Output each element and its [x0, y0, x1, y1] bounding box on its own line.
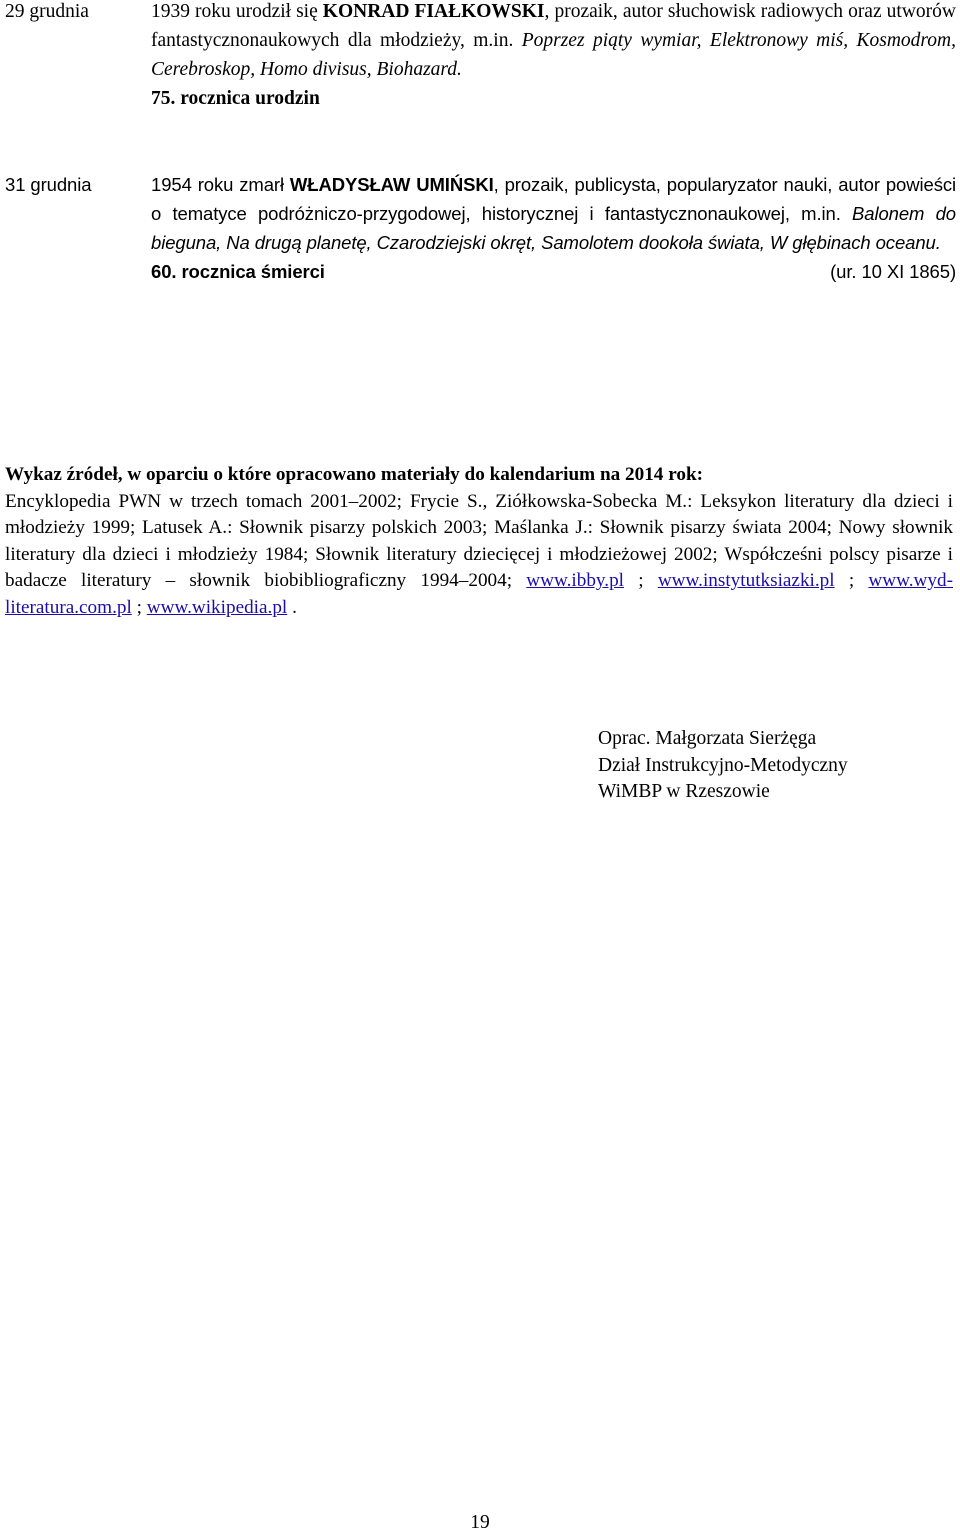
sources-end: .	[287, 596, 297, 618]
birth-note: (ur. 10 XI 1865)	[830, 261, 956, 282]
link-separator: ;	[131, 596, 147, 618]
works-list: Poprzez piąty wymiar, Elektronowy miś, Kosmodrom, Cerebroskop, Homo divisus, Biohazard.	[151, 30, 956, 80]
entry-date-2: 31 grudnia	[5, 174, 92, 195]
link-ibby[interactable]: www.ibby.pl	[526, 570, 625, 591]
signature-line-2: Dział Instrukcyjno-Metodyczny	[598, 754, 848, 776]
sources-body: Encyklopedia PWN w trzech tomach 2001–2002; Frycie S., Ziółkowska-Sobecka M.: Leksykon literatury dla dzieci i młodzieży 1999; Latusek A.: Słownik pisarzy polskich 2003; Maślanka J.: Słownik pisarzy świata 2004; Nowy słownik literatury dla dzieci i młodzieży 1984; Słownik literatury dziecięcej i młodzieżowej 2002; Współcześni polscy pisarze i badacze literatury – słownik biobibliograficzny 1994–2004;	[5, 490, 953, 591]
entry-date-1: 29 grudnia	[5, 1, 89, 22]
works-list: Balonem do bieguna, Na drugą planetę, Czarodziejski okręt, Samolotem dookoła świata, W głębinach oceanu.	[151, 203, 956, 253]
page-number: 19	[470, 1512, 490, 1533]
sources-text	[5, 489, 953, 622]
entry-text-pre: 1954 roku zmarł	[151, 174, 290, 195]
anniversary-row	[151, 257, 956, 286]
sources-heading: Wykaz źródeł, w oparciu o które opracowano materiały do kalendarium na 2014 rok:	[5, 464, 704, 485]
entry-text-mid: , prozaik, publicysta, popularyzator nauki, autor powieści o tematyce podróżniczo-przygodowej, historycznej i fantastycznonaukowej, m.in.	[151, 174, 956, 224]
sources-section	[5, 462, 953, 621]
link-separator: ;	[624, 570, 658, 591]
signature-block	[598, 726, 848, 806]
anniversary-label: 75. rocznica urodzin	[151, 88, 320, 109]
signature-line-1: Oprac. Małgorzata Sierżęga	[598, 728, 817, 749]
entry-text-pre: 1939 roku urodził się	[151, 1, 323, 22]
entry-text-mid: , prozaik, autor słuchowisk radiowych oraz utworów fantastycznonaukowych dla młodzieży, m.in.	[151, 1, 956, 51]
entry-text-2	[151, 170, 956, 286]
link-instytutksiazki[interactable]: www.instytutksiazki.pl	[657, 570, 835, 591]
entry-text-1	[151, 0, 956, 113]
link-wikipedia[interactable]: www.wikipedia.pl	[146, 596, 288, 618]
author-name: WŁADYSŁAW UMIŃSKI	[289, 174, 494, 195]
author-name: KONRAD FIAŁKOWSKI	[322, 1, 545, 22]
anniversary-row	[151, 84, 956, 113]
link-wyd-literatura[interactable]: www.wyd-literatura.com.pl	[5, 570, 953, 618]
link-separator: ;	[834, 570, 869, 591]
anniversary-label: 60. rocznica śmierci	[151, 261, 325, 282]
signature-line-3: WiMBP w Rzeszowie	[598, 781, 770, 802]
